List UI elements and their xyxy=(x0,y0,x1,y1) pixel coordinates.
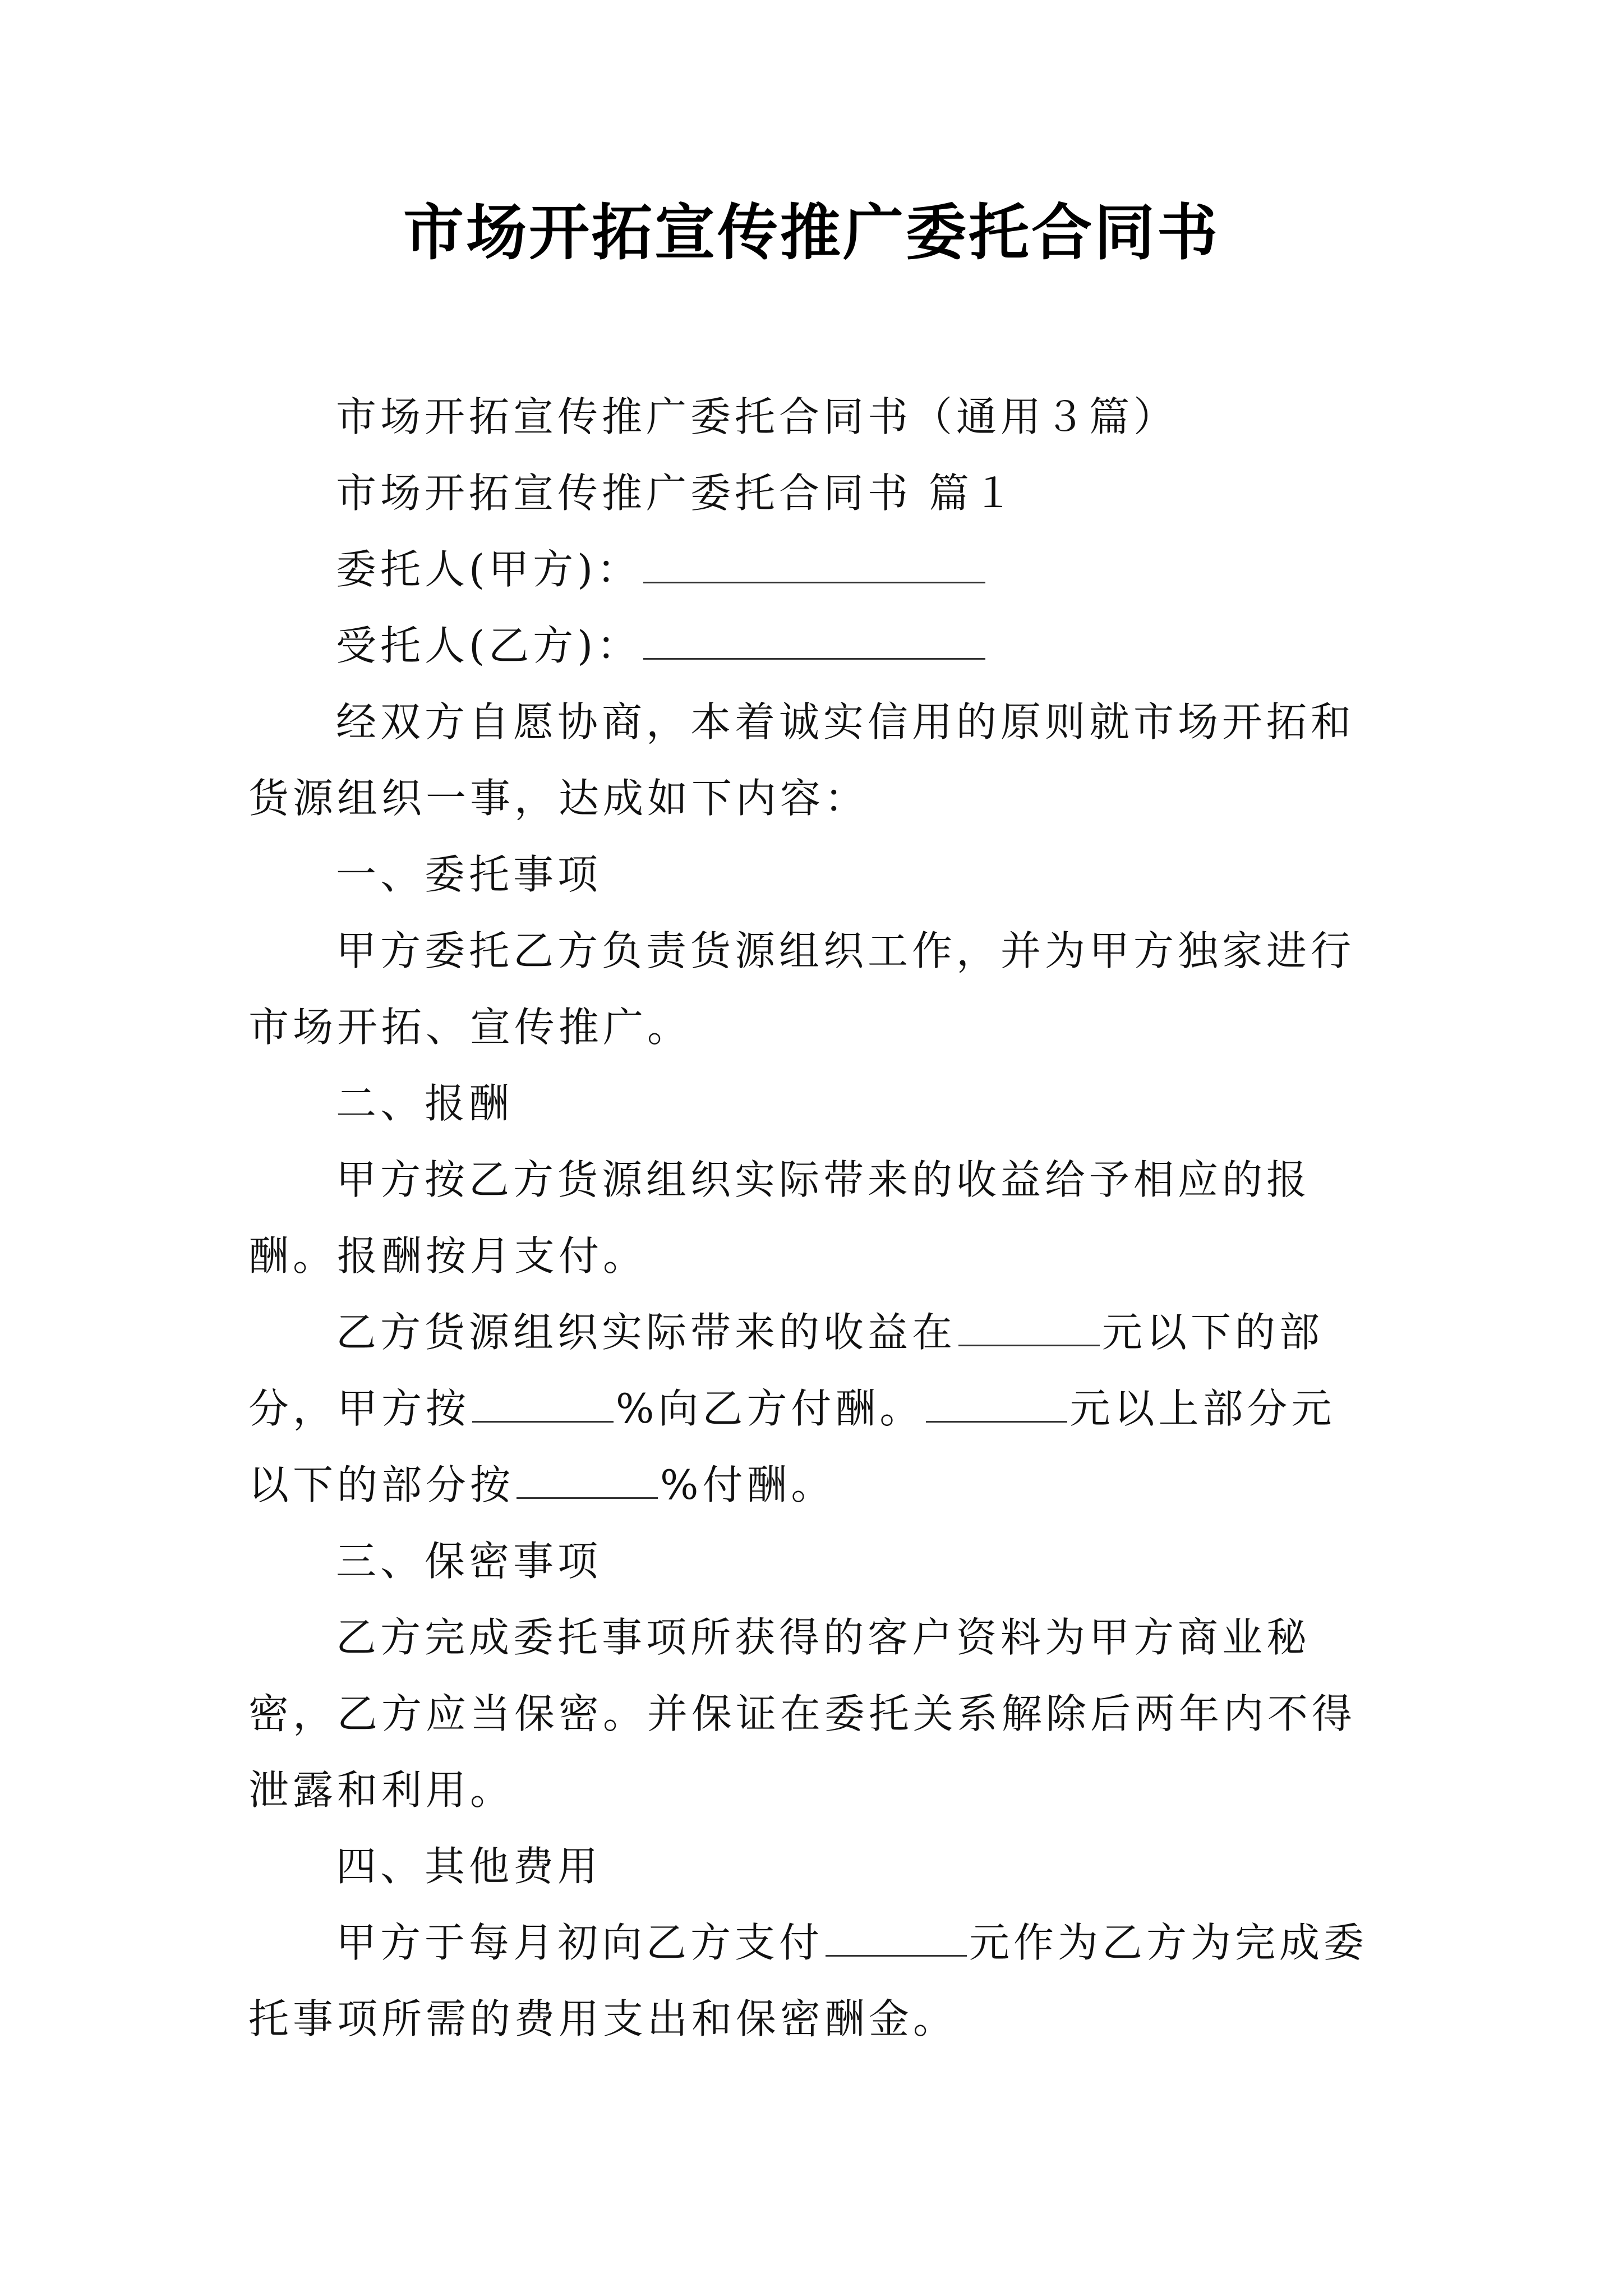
section2-clause-b: 元以下的部分，甲方按 xyxy=(248,1309,1324,1432)
section4-clause-a: 甲方于每月初向乙方支付 xyxy=(336,1919,824,1966)
section2-heading: 二、报酬 xyxy=(336,1080,514,1127)
party-b-label: 受托人(乙方)： xyxy=(336,622,642,669)
monthly-fee-blank xyxy=(826,1911,967,1957)
document-body xyxy=(248,379,1376,2057)
subtitle: 市场开拓宣传推广委托合同书（通用３篇） xyxy=(336,393,1178,440)
rate-b-blank xyxy=(517,1453,658,1499)
section2-clause-e: %付酬。 xyxy=(660,1461,836,1508)
document-title: 市场开拓宣传推广委托合同书 xyxy=(403,197,1220,268)
intro-paragraph: 经双方自愿协商，本着诚实信用的原则就市场开拓和货源组织一事，达成如下内容： xyxy=(248,698,1355,822)
rate-a-blank xyxy=(472,1377,614,1423)
section3-paragraph: 乙方完成委托事项所获得的客户资料为甲方商业秘密，乙方应当保密。并保证在委托关系解除后两年内不得泄露和利用。 xyxy=(248,1614,1357,1814)
section2-payment-paragraph xyxy=(248,1294,1376,1523)
income-upper-blank xyxy=(926,1377,1067,1423)
party-b-line xyxy=(248,608,1376,684)
section2-clause-d: 元以上部分元以下的部分按 xyxy=(248,1385,1336,1508)
section4-paragraph xyxy=(248,1904,1376,2057)
section2-clause-a: 乙方货源组织实际带来的收益在 xyxy=(336,1309,957,1356)
section4-heading: 四、其他费用 xyxy=(336,1843,602,1890)
section4-clause-b: 元作为乙方为完成委托事项所需的费用支出和保密酬金。 xyxy=(248,1919,1368,2042)
part-heading: 市场开拓宣传推广委托合同书 篇１ xyxy=(336,470,1017,517)
section1-heading: 一、委托事项 xyxy=(336,851,602,898)
section2-clause-c: %向乙方付酬。 xyxy=(616,1385,924,1432)
party-a-label: 委托人(甲方)： xyxy=(336,546,642,593)
section1-paragraph: 甲方委托乙方负责货源组织工作，并为甲方独家进行市场开拓、宣传推广。 xyxy=(248,927,1355,1051)
section2-paragraph: 甲方按乙方货源组织实际带来的收益给予相应的报酬。报酬按月支付。 xyxy=(248,1156,1311,1280)
party-b-blank xyxy=(643,614,985,660)
party-a-blank xyxy=(643,538,985,583)
income-threshold-blank xyxy=(958,1301,1100,1346)
party-a-line xyxy=(248,531,1376,608)
section3-heading: 三、保密事项 xyxy=(336,1538,602,1585)
